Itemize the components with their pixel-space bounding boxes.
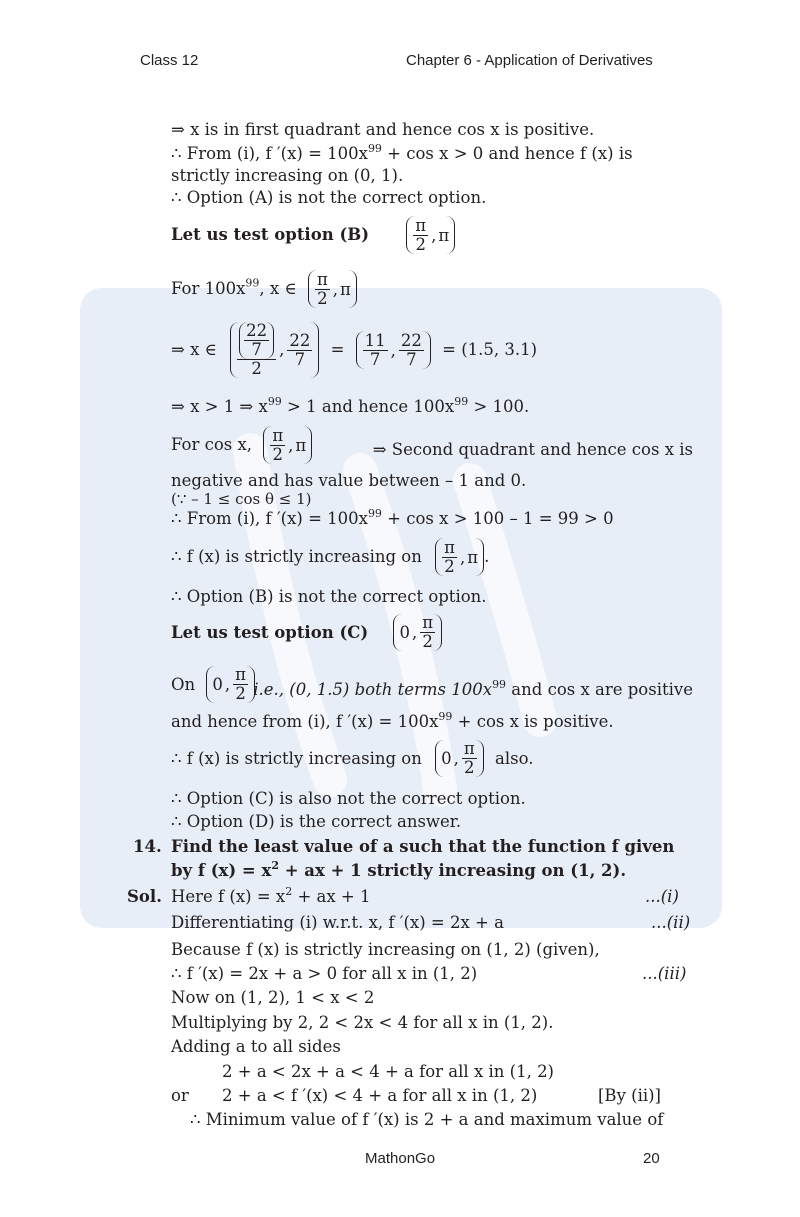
text-line: Differentiating (i) w.r.t. x, f ′(x) = 2x + a: [171, 913, 504, 932]
text-line: 2 + a < 2x + a < 4 + a for all x in (1, 2): [222, 1062, 554, 1081]
text-line: ∴ Option (C) is also not the correct option.: [171, 789, 526, 808]
header-chapter: Chapter 6 - Application of Derivatives: [406, 52, 653, 69]
text-line: Multiplying by 2, 2 < 2x < 4 for all x in (1, 2).: [171, 1013, 554, 1032]
text-line: Here f $(x) = x^2$ + ax + 1: [171, 885, 371, 906]
text-line: ∴ Option (D) is the correct answer.: [171, 812, 462, 831]
text-line: ∴ f (x) is strictly increasing on 0 , $\frac{\pi}{2}$ also.: [171, 739, 534, 777]
text-line: Adding a to all sides: [171, 1037, 341, 1056]
equation-tag: ...(ii): [651, 913, 691, 932]
question-text: Find the least value of a such that the function f given: [171, 837, 675, 856]
text-line: Because f (x) is strictly increasing on (1, 2) (given),: [171, 940, 600, 959]
text-line: ∴ Option (A) is not the correct option.: [171, 188, 487, 207]
text-line: or: [171, 1086, 189, 1105]
header-class: Class 12: [140, 52, 199, 69]
footer-brand: MathonGo: [365, 1150, 436, 1167]
question-text: by f $(x) = x^2$ + ax + 1 strictly increasing on (1, 2).: [171, 859, 627, 880]
solution-label: Sol.: [127, 887, 162, 906]
text-line: negative and has value between – 1 and 0.: [171, 471, 527, 490]
text-line: ∴ Minimum value of f ′(x) is 2 + a and maximum value of: [190, 1110, 664, 1129]
text-line: Now on (1, 2), 1 < x < 2: [171, 988, 375, 1007]
text-line: 2 + a < f ′(x) < 4 + a for all x in (1, 2): [222, 1086, 538, 1105]
text-line: and hence from (i), f $'(x) = 100x^{99} + \cos x$ is positive.: [171, 710, 614, 731]
text-line: For $100x^{99}$, x ∈ $\frac{\pi}{2}$ , π: [171, 270, 357, 308]
text-line: For cos x, $\frac{\pi}{2}$ , π ⇒ Second quadrant and hence cos x is: [171, 426, 693, 464]
option-b-heading: Let us test option (B) $\frac{\pi}{2}$ , π: [171, 216, 455, 254]
text-line: ∴ From (i), f $'(x) = 100x^{99} + \cos x > 0$ and hence f (x) is: [171, 142, 633, 163]
text-line: ⇒ x is in first quadrant and hence cos x is positive.: [171, 120, 595, 139]
text-line: strictly increasing on (0, 1).: [171, 166, 404, 185]
page-number: 20: [643, 1150, 660, 1167]
text-line: ⇒ x ∈ $\frac{\frac{22}{7}}{2}$ , $\frac{22}{7}$ = $\frac{11}{7}$ , $\frac{22}{7}$ = (1.5, 3.1): [171, 321, 538, 378]
equation-tag: ...(i): [645, 887, 679, 906]
text-line: ⇒ x > 1 ⇒ $x^{99} > 1$ and hence $100x^{99} > 100$.: [171, 395, 530, 416]
text-line: ∴ f ′(x) = 2x + a > 0 for all x in (1, 2): [171, 964, 478, 983]
equation-tag: ...(iii): [642, 964, 687, 983]
text-line: On 0 , $\frac{\pi}{2}$ i.e., (0, 1.5) both terms $100x^{99}$ and cos x are positive: [171, 665, 693, 703]
text-line: ∴ f (x) is strictly increasing on $\frac{\pi}{2}$ , π .: [171, 538, 490, 576]
text-line: (∵ – 1 ≤ cos θ ≤ 1): [171, 490, 312, 508]
option-c-heading: Let us test option (C) 0 , $\frac{\pi}{2}$: [171, 614, 442, 651]
text-line: ∴ Option (B) is not the correct option.: [171, 587, 487, 606]
equation-tag: [By (ii)]: [598, 1086, 661, 1105]
question-number: 14.: [133, 837, 162, 856]
text-line: ∴ From (i), f $'(x) = 100x^{99} + \cos x > 100 - 1 = 99 > 0$: [171, 507, 614, 528]
